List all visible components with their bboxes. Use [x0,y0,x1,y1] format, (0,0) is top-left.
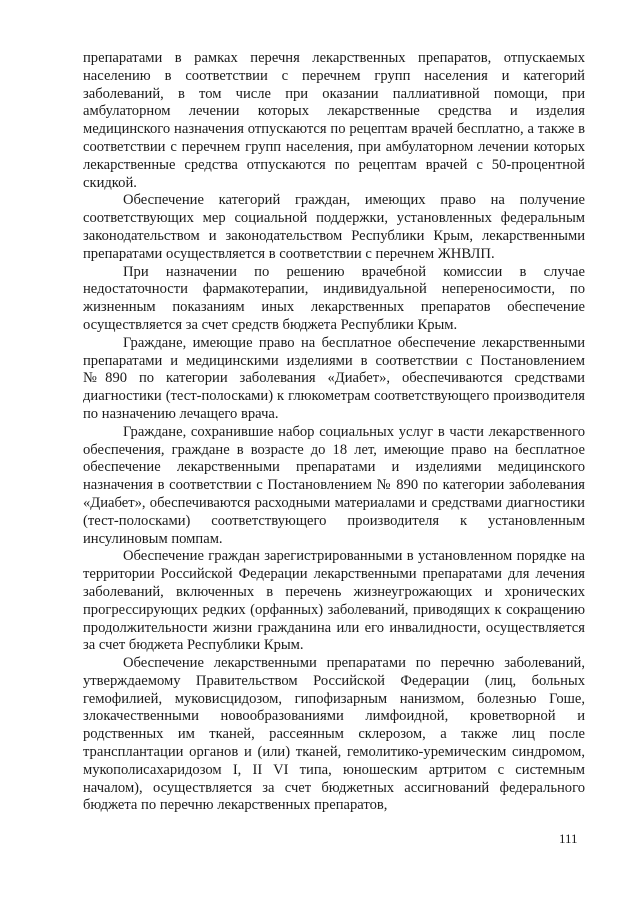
paragraph-4: Граждане, имеющие право на бесплатное обеспечение лекарственными препаратами и медицинскими изделиями в соответствии с Постановлением №890 по категории заболевания «Диабет», обеспечиваются средствами диагностики (тест-полосками) к глюкометрам соответствующего производителя по назначению лечащего врача. [83,334,585,422]
body-text [83,50,585,815]
page-number: 111 [559,831,578,846]
paragraph-2: Обеспечение категорий граждан, имеющих право на получение соответствующих мер социальной поддержки, установленных федеральным законодательством и законодательством Республики Крым, лекарственными препаратами осуществляется в соответствии с перечнем ЖНВЛП. [83,192,585,262]
paragraph-7: Обеспечение лекарственными препаратами по перечню заболеваний, утверждаемому Правительством Российской Федерации (лиц, больных гемофилией, муковисцидозом, гипофизарным нанизмом, болезнью Гоше, злокачественными новообразованиями лимфоидной, кроветворной и родственных им тканей, рассеянным склерозом, а также лиц после трансплантации органов и (или) тканей, гемолитико-уремическим синдромом, мукополисахаридозом I, II VI типа, юношеским артритом с системным началом), осуществляется за счет бюджетных ассигнований федерального бюджета по перечню лекарственных препаратов, [83,655,585,814]
paragraph-1: препаратами в рамках перечня лекарственных препаратов, отпускаемых населению в соответствии с перечнем групп населения и категорий заболеваний, в том числе при оказании паллиативной помощи, при амбулаторном лечении которых лекарственные средства и изделия медицинского назначения отпускаются по рецептам врачей бесплатно, а также в соответствии с перечнем групп населения, при амбулаторном лечении которых лекарственные средства отпускаются по рецептам врачей с 50-процентной скидкой. [83,50,585,191]
paragraph-6: Обеспечение граждан зарегистрированными в установленном порядке на территории Российской Федерации лекарственными препаратами для лечения заболеваний, включенных в перечень жизнеугрожающих и хронических прогрессирующих редких (орфанных) заболеваний, приводящих к сокращению продолжительности жизни гражданина или его инвалидности, осуществляется за счет бюджета Республики Крым. [83,548,585,654]
paragraph-3: При назначении по решению врачебной комиссии в случае недостаточности фармакотерапии, индивидуальной непереносимости, по жизненным показаниям иных лекарственных препаратов обеспечение осуществляется за счет средств бюджета Республики Крым. [83,263,585,333]
paragraph-5: Граждане, сохранившие набор социальных услуг в части лекарственного обеспечения, граждане в возрасте до 18 лет, имеющие право на бесплатное обеспечение лекарственными препаратами и изделиями медицинского назначения в соответствии с Постановлением № 890 по категории заболевания «Диабет», обеспечиваются расходными материалами и средствами диагностики (тест-полосками) соответствующего производителя к установленным инсулиновым помпам. [83,423,585,547]
